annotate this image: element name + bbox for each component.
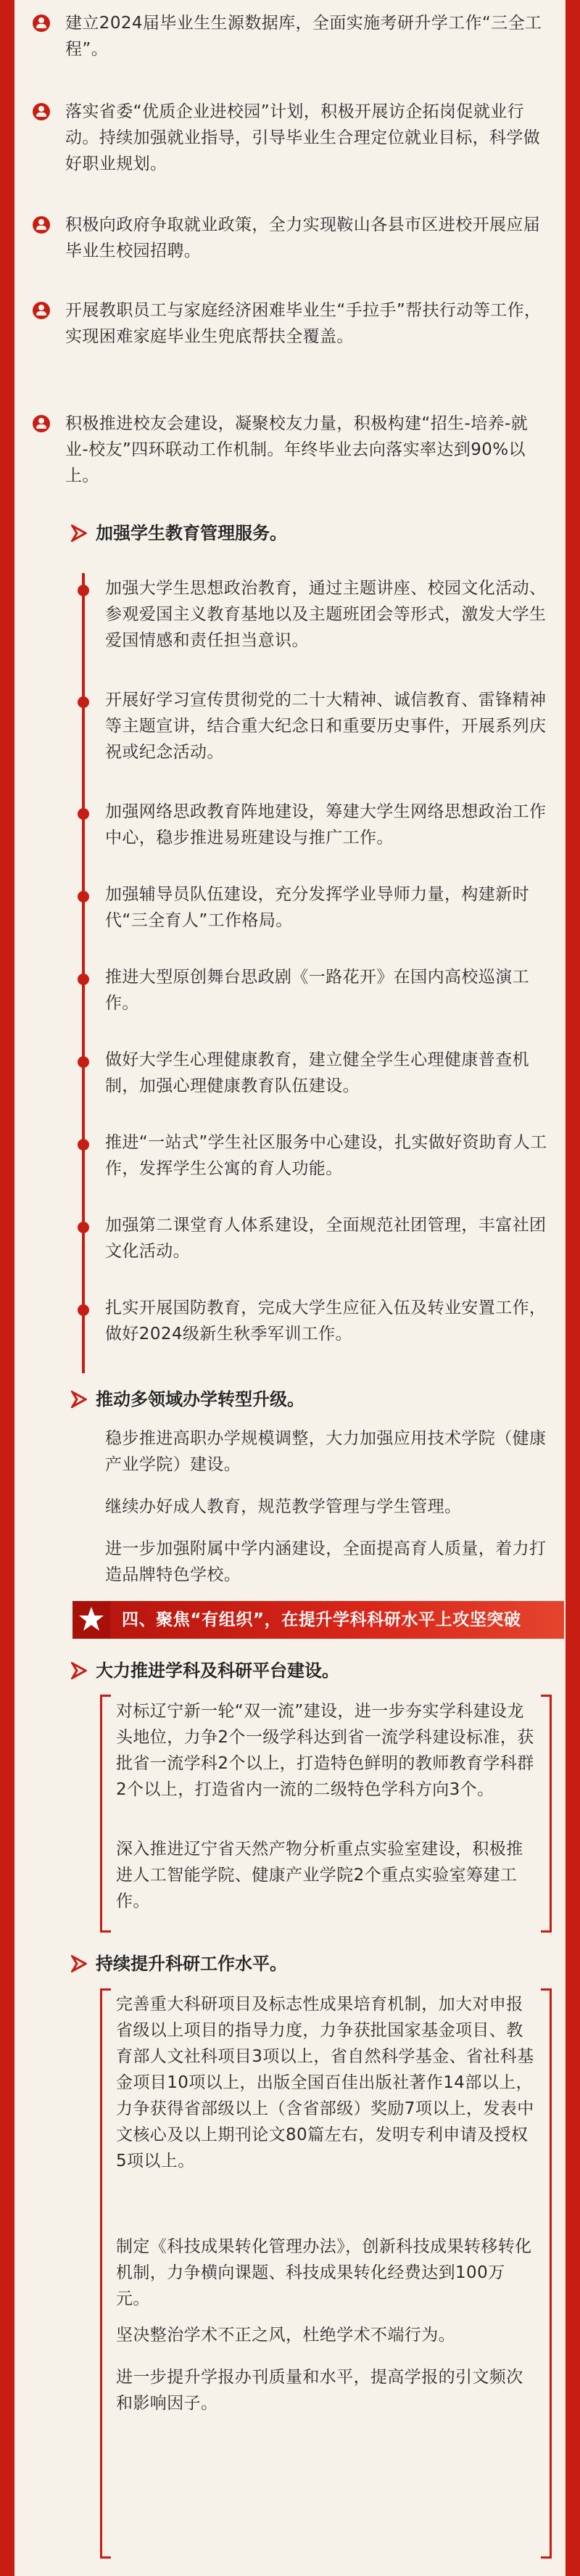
item-text: 落实省委“优质企业进校园”计划，积极开展访企拓岗促就业行动。持续加强就业指导，引导毕业生合理定位就业目标，科学做好职业规划。 (65, 102, 541, 173)
list-item (65, 10, 544, 62)
paragraph: 进一步加强附属中学内涵建设，全面提高育人质量，着力打造品牌特色学校。 (105, 1539, 547, 1584)
arrow-icon (71, 1955, 87, 1972)
person-icon (33, 302, 50, 319)
item-text: 积极推进校友会建设，凝聚校友力量，积极构建“招生-培养-就业-校友”四环联动工作机制。年终毕业去向落实率达到90%以上。 (65, 414, 529, 485)
paragraph: 继续办好成人教育，规范教学管理与学生管理。 (105, 1497, 462, 1516)
timeline-item: 扎实开展国防教育，完成大学生应征入伍及转业安置工作，做好2024级新生秋季军训工作。 (105, 1299, 547, 1343)
arrow-icon (71, 1662, 87, 1679)
timeline-node (78, 696, 89, 708)
timeline-item: 开展好学习宣传贯彻党的二十大精神、诚信教育、雷锋精神等主题宣讲，结合重大纪念日和重要历史事件，开展系列庆祝或纪念活动。 (105, 691, 547, 762)
section-banner (72, 1601, 564, 1639)
paragraph: 制定《科技成果转化管理办法》，创新科技成果转移转化机制，力争横向课题、科技成果转化经费达到100万元。 (116, 2237, 532, 2308)
timeline-item: 加强第二课堂育人体系建设，全面规范社团管理，丰富社团文化活动。 (105, 1216, 547, 1261)
timeline-item: 推进“一站式”学生社区服务中心建设，扎实做好资助育人工作，发挥学生公寓的育人功能。 (105, 1133, 547, 1178)
timeline-item: 加强辅导员队伍建设，充分发挥学业导师力量，构建新时代“三全育人”工作格局。 (105, 885, 529, 930)
timeline-item: 加强大学生思想政治教育，通过主题讲座、校园文化活动、参观爱国主义教育基地以及主题班团会等形式，激发大学生爱国情感和责任担当意识。 (105, 579, 547, 650)
section-heading-management: 加强学生教育管理服务。 (96, 523, 287, 543)
bracket-left (100, 1695, 111, 1933)
bracket-right (541, 1695, 552, 1933)
item-text: 积极向政府争取就业政策，全力实现鞍山各县市区进校开展应届毕业生校园招聘。 (65, 215, 541, 260)
list-item (65, 212, 544, 264)
timeline-node (78, 1304, 89, 1316)
section-heading-research: 持续提升科研工作水平。 (96, 1954, 287, 1974)
arrow-icon (71, 1391, 87, 1408)
timeline-item: 加强网络思政教育阵地建设，筹建大学生网络思想政治工作中心，稳步推进易班建设与推广工作。 (105, 802, 547, 847)
timeline-node (78, 585, 89, 596)
timeline-node (78, 1056, 89, 1068)
person-icon (33, 15, 50, 32)
content-paper (14, 0, 566, 2576)
paragraph: 进一步提升学报办刊质量和水平，提高学报的引文频次和影响因子。 (116, 2368, 523, 2413)
timeline-item: 推进大型原创舞台思政剧《一路花开》在国内高校巡演工作。 (105, 968, 529, 1013)
item-text: 开展教职员工与家庭经济困难毕业生“手拉手”帮扶行动等工作，实现困难家庭毕业生兜底帮扶全覆盖。 (65, 301, 542, 346)
timeline-node (78, 1222, 89, 1233)
person-icon (33, 216, 50, 234)
timeline-node (78, 891, 89, 902)
paragraph: 稳步推进高职办学规模调整，大力加强应用技术学院（健康产业学院）建设。 (105, 1429, 547, 1474)
section-heading-discipline: 大力推进学科及科研平台建设。 (96, 1661, 339, 1681)
bracket-right (541, 1988, 552, 2559)
section-title: 四、聚焦“有组织”，在提升学科科研水平上攻坚突破 (122, 1610, 521, 1629)
timeline-node (78, 974, 89, 985)
section-heading-transform: 推动多领域办学转型升级。 (96, 1389, 304, 1410)
arrow-icon (71, 524, 87, 542)
person-icon (33, 415, 50, 432)
person-icon (33, 103, 50, 120)
bracket-left (100, 1988, 111, 2559)
item-text: 建立2024届毕业生生源数据库，全面实施考研升学工作“三全工程”。 (65, 14, 542, 59)
timeline-item: 做好大学生心理健康教育，建立健全学生心理健康普查机制，加强心理健康教育队伍建设。 (105, 1050, 529, 1095)
star-icon (72, 1601, 110, 1639)
paragraph: 完善重大科研项目及标志性成果培育机制，加大对申报省级以上项目的指导力度，力争获批国家基金项目、教育部人文社科项目3项以上，省自然科学基金、省社科基金项目10项以上，出版全国百佳出版社著作14部以上，力争获得省部级以上（含省部级）奖励7项以上，发表中文核心及以上期刊论文80篇左右，发明专利申请及授权5项以上。 (116, 1995, 534, 2170)
list-item (65, 99, 544, 177)
paragraph: 坚决整治学术不正之风，杜绝学术不端行为。 (116, 2326, 455, 2345)
list-item (65, 297, 544, 350)
paragraph: 对标辽宁新一轮“双一流”建设，进一步夯实学科建设龙头地位，力争2个一级学科达到省一流学科建设标准，获批省一流学科2个以上，打造特色鲜明的教师教育学科群2个以上，打造省内一流的二级特色学科方向3个。 (116, 1702, 534, 1799)
timeline-node (78, 808, 89, 820)
timeline-node (78, 1139, 89, 1151)
paragraph: 深入推进辽宁省天然产物分析重点实验室建设，积极推进人工智能学院、健康产业学院2个重点实验室筹建工作。 (116, 1840, 523, 1911)
list-item (65, 411, 544, 489)
